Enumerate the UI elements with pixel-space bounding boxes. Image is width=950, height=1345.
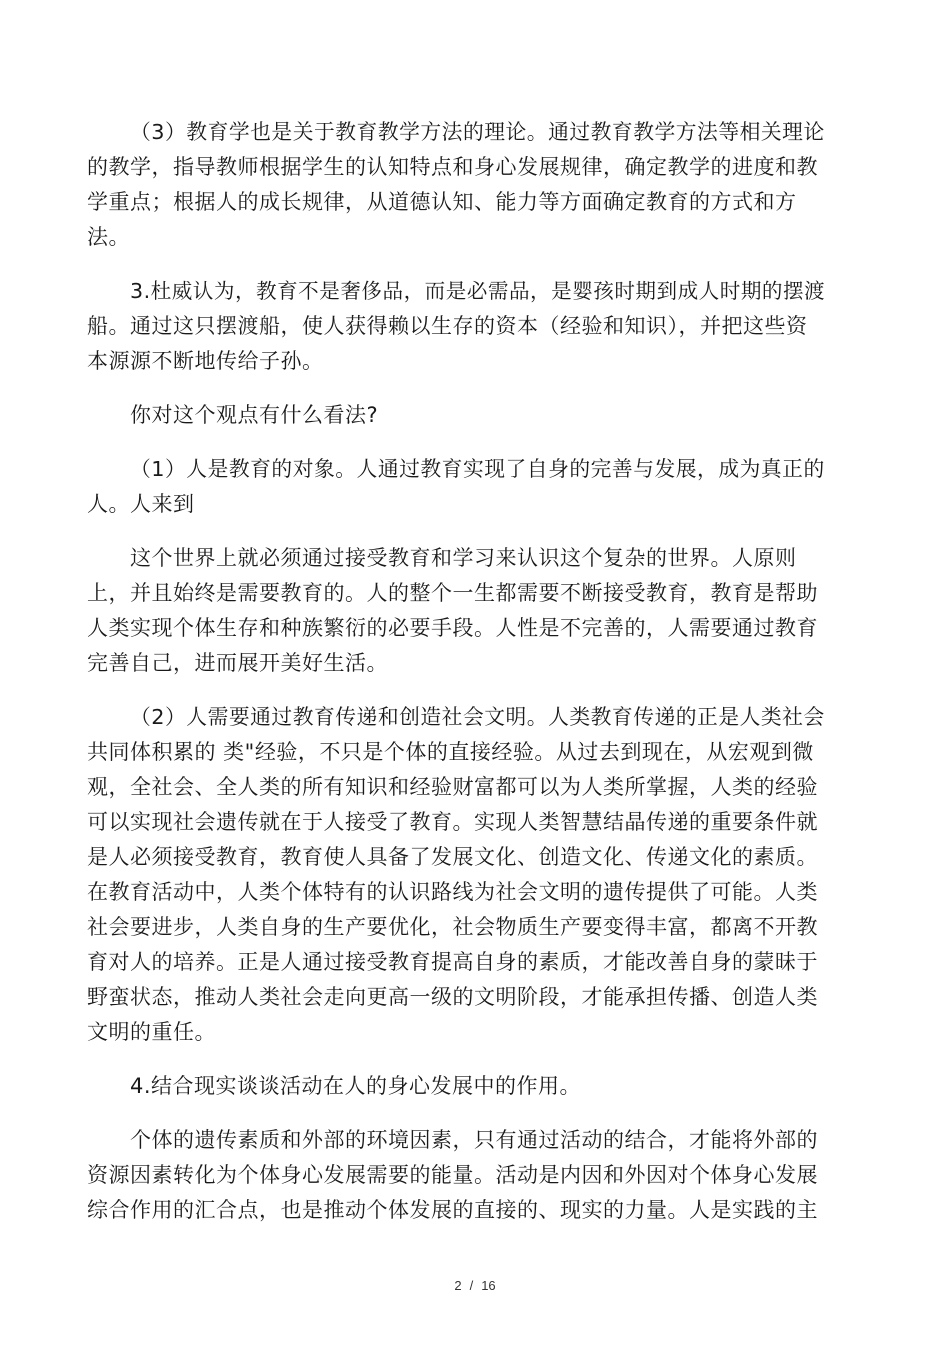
text-line: 这个世界上就必须通过接受教育和学习来认识这个复杂的世界。人原则 [130, 546, 797, 570]
text-line: （2）人需要通过教育传递和创造社会文明。人类教育传递的正是人类社会 [130, 705, 825, 729]
text-line: 人类实现个体生存和种族繁衍的必要手段。人性是不完善的，人需要通过教育 [87, 616, 818, 640]
text-line: 人。人来到 [87, 492, 195, 516]
text-line: 野蛮状态，推动人类社会走向更高一级的文明阶段，才能承担传播、创造人类 [87, 985, 818, 1009]
text-line: 可以实现社会遗传就在于人接受了教育。实现人类智慧结晶传递的重要条件就 [87, 810, 818, 834]
text-line: 法。 [87, 225, 130, 249]
text-line: 完善自己，进而展开美好生活。 [87, 651, 388, 675]
total-pages: 16 [481, 1278, 496, 1293]
current-page: 2 [454, 1278, 462, 1293]
text-line: 是人必须接受教育，教育使人具备了发展文化、创造文化、传递文化的素质。 [87, 845, 818, 869]
page-separator: / [469, 1278, 474, 1293]
text-line: 育对人的培养。正是人通过接受教育提高自身的素质，才能改善自身的蒙昧于 [87, 950, 818, 974]
text-line: 的教学，指导教师根据学生的认知特点和身心发展规律，确定教学的进度和教 [87, 155, 818, 179]
text-line: （3）教育学也是关于教育教学方法的理论。通过教育教学方法等相关理论 [130, 120, 825, 144]
text-line: 上，并且始终是需要教育的。人的整个一生都需要不断接受教育，教育是帮助 [87, 581, 818, 605]
text-line: （1）人是教育的对象。人通过教育实现了自身的完善与发展，成为真正的 [130, 457, 825, 481]
page-number [0, 1278, 950, 1293]
text-line: 资源因素转化为个体身心发展需要的能量。活动是内因和外因对个体身心发展 [87, 1163, 818, 1187]
text-line: 观，全社会、全人类的所有知识和经验财富都可以为人类所掌握，人类的经验 [87, 775, 818, 799]
text-line: 社会要进步，人类自身的生产要优化，社会物质生产要变得丰富，都离不开教 [87, 915, 818, 939]
text-line: 3.杜威认为，教育不是奢侈品，而是必需品，是婴孩时期到成人时期的摆渡 [130, 279, 826, 303]
text-line: 文明的重任。 [87, 1020, 216, 1044]
text-line: 学重点；根据人的成长规律，从道德认知、能力等方面确定教育的方式和方 [87, 190, 797, 214]
text-line: 船。通过这只摆渡船，使人获得赖以生存的资本（经验和知识），并把这些资 [87, 314, 808, 338]
text-line: 本源源不断地传给子孙。 [87, 349, 324, 373]
text-line: 个体的遗传素质和外部的环境因素，只有通过活动的结合，才能将外部的 [130, 1128, 818, 1152]
text-line: 综合作用的汇合点，也是推动个体发展的直接的、现实的力量。人是实践的主 [87, 1198, 818, 1222]
text-line: 4.结合现实谈谈活动在人的身心发展中的作用。 [130, 1074, 582, 1098]
text-line: 在教育活动中，人类个体特有的认识路线为社会文明的遗传提供了可能。人类 [87, 880, 818, 904]
text-line: 你对这个观点有什么看法? [130, 403, 379, 427]
text-line: 共同体积累的 类"经验，不只是个体的直接经验。从过去到现在，从宏观到微 [87, 740, 814, 764]
